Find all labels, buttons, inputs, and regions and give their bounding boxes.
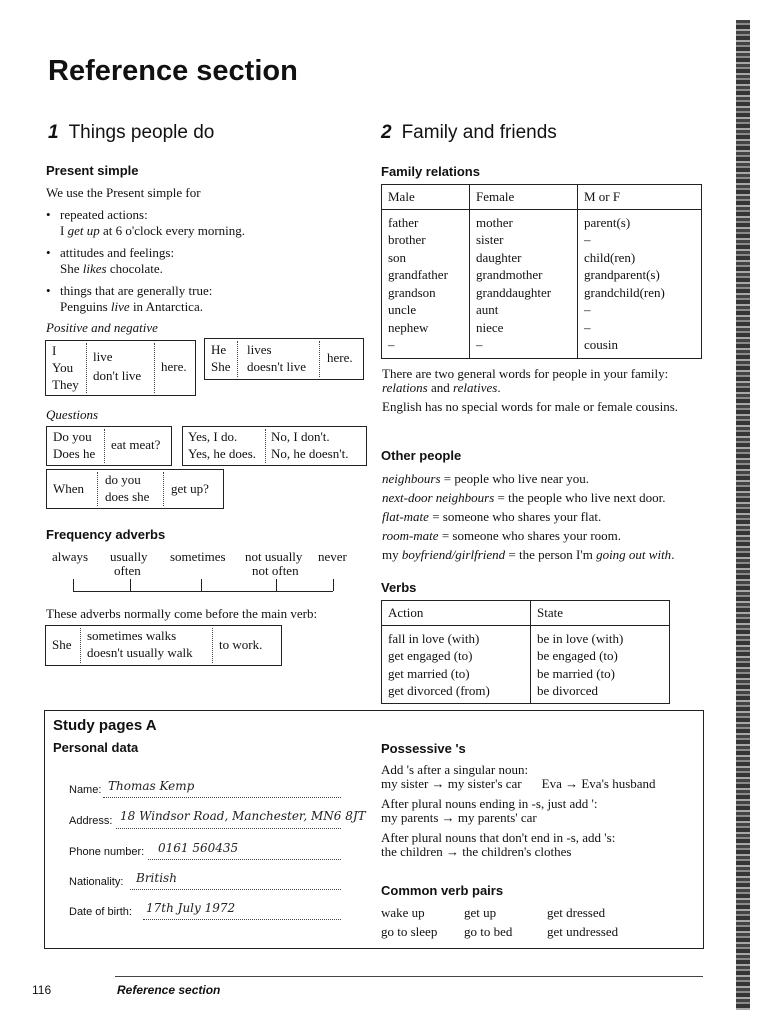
verb: sometimes walks (87, 628, 177, 643)
page-edge-shadow (736, 20, 750, 1010)
table-row: son daughter child(ren) (382, 249, 702, 267)
possessive-line: After plural nouns that don't end in -s, add 's: (381, 830, 616, 845)
present-simple-list (44, 207, 344, 321)
column-header: Male (382, 185, 470, 210)
possessive-line: After plural nouns ending in -s, just add ': (381, 796, 598, 811)
column-header: State (531, 601, 670, 626)
frequency-note: These adverbs normally come before the main verb: (46, 606, 318, 621)
questions-table-3 (46, 469, 224, 509)
frequency-example-table (45, 625, 282, 666)
verb: doesn't live (247, 359, 307, 374)
bullet-line: • repeated actions: (60, 207, 148, 222)
family-note-2: English has no special words for male or female cousins. (382, 399, 679, 414)
aux: does she (105, 489, 150, 504)
page-title: Reference section (48, 55, 298, 87)
bullet-line: • attitudes and feelings: (60, 245, 175, 260)
pos-neg-table-2 (204, 338, 364, 380)
verb: live (93, 349, 113, 364)
personal-data-heading: Personal data (53, 740, 139, 755)
adverb: usually (110, 549, 148, 564)
possessive-line: my sister → my sister's car Eva → Eva's husband (381, 776, 656, 791)
subject: They (52, 377, 79, 392)
table-row: brother sister – (382, 231, 702, 249)
list-item (44, 283, 344, 315)
answer-yes: Yes, he does. (188, 446, 257, 461)
table-row: grandfather grandmother grandparent(s) (382, 266, 702, 284)
list-item (44, 207, 344, 239)
verb: doesn't usually walk (87, 645, 193, 660)
scale-line (73, 591, 333, 592)
footer-rule (115, 976, 703, 977)
other-people-list (382, 469, 712, 564)
table-row: nephew niece – (382, 319, 702, 337)
end-word: here. (161, 359, 187, 374)
study-pages-title: Study pages A (53, 717, 157, 734)
verbs-table (381, 600, 670, 704)
dob-field[interactable]: 17th July 1972 (146, 901, 236, 915)
phone-label: Phone number: (69, 846, 145, 858)
aux: do you (105, 472, 141, 487)
family-relations-heading: Family relations (381, 164, 480, 179)
section-title: Things people do (68, 122, 215, 143)
questions-label: Questions (46, 407, 98, 422)
table-row: fall in love (with) be in love (with) (382, 625, 670, 647)
subject: She (211, 359, 231, 374)
frequency-heading: Frequency adverbs (46, 527, 166, 542)
nationality-label: Nationality: (69, 876, 124, 888)
subject: He (211, 342, 227, 357)
adverb: always (52, 549, 89, 564)
verb-pairs-heading: Common verb pairs (381, 883, 504, 898)
family-note-1: There are two general words for people in your family: relations and relatives. (382, 366, 669, 395)
section-number: 2 (381, 122, 392, 143)
family-relations-table (381, 184, 702, 359)
bullet-example: Penguins live in Antarctica. (60, 299, 203, 314)
column-header: Female (470, 185, 578, 210)
verb-pairs-grid: wake up get up get dressed go to sleep go to bed get undressed (381, 905, 619, 939)
subject: You (52, 360, 74, 375)
footer-label: Reference section (117, 983, 221, 997)
name-field[interactable]: Thomas Kemp (108, 779, 195, 793)
possessive-line: the children → the children's clothes (381, 844, 572, 859)
questions-table-1 (46, 426, 172, 466)
bullet-example: She likes chocolate. (60, 261, 163, 276)
subject: She (52, 637, 72, 652)
adverb: not usually (245, 549, 303, 564)
section-number: 1 (48, 122, 59, 143)
adverb: sometimes (170, 549, 226, 564)
list-item: flat-mate = someone who shares your flat. (382, 509, 602, 524)
bullet-example: I get up at 6 o'clock every morning. (60, 223, 246, 238)
adverb: often (114, 563, 141, 578)
possessive-line: Add 's after a singular noun: (381, 762, 529, 777)
address-field[interactable]: 18 Windsor Road, Manchester, MN6 8JT (120, 809, 366, 823)
aux: Do you (53, 429, 92, 444)
verbs-heading: Verbs (381, 580, 417, 595)
end-word: here. (327, 350, 353, 365)
present-simple-heading: Present simple (46, 163, 139, 178)
answer-no: No, he doesn't. (271, 446, 349, 461)
questions-table-2 (182, 426, 367, 466)
question-rest: eat meat? (111, 437, 161, 452)
pos-neg-table-1 (45, 340, 196, 396)
table-header-row (382, 601, 670, 626)
table-row: – – cousin (382, 336, 702, 358)
end-word: to work. (219, 637, 263, 652)
section-title: Family and friends (401, 122, 557, 143)
adverb: not often (252, 563, 299, 578)
other-people-heading: Other people (381, 448, 462, 463)
list-item: neighbours = people who live near you. (382, 471, 589, 486)
possessive-line: my parents → my parents' car (381, 810, 537, 825)
bullet-line: • things that are generally true: (60, 283, 213, 298)
table-row: father mother parent(s) (382, 209, 702, 231)
possessive-heading: Possessive 's (381, 741, 466, 756)
column-header: M or F (578, 185, 702, 210)
present-simple-intro: We use the Present simple for (46, 185, 201, 200)
verb: lives (247, 342, 272, 357)
wh-word: When (53, 481, 85, 496)
list-item: room-mate = someone who shares your room. (382, 528, 622, 543)
possessive-body (381, 763, 701, 859)
question-rest: get up? (171, 481, 209, 496)
table-row: uncle aunt – (382, 301, 702, 319)
table-header-row (382, 185, 702, 210)
aux: Does he (53, 446, 96, 461)
address-label: Address: (69, 815, 113, 827)
list-item: my boyfriend/girlfriend = the person I'm going out with. (382, 547, 675, 562)
section-2-heading (381, 122, 557, 144)
nationality-field[interactable]: British (136, 871, 177, 885)
table-row: get married (to) be married (to) (382, 665, 670, 683)
section-1-heading (48, 122, 214, 144)
list-item (44, 245, 344, 277)
page-number: 116 (32, 983, 52, 997)
verb: don't live (93, 368, 142, 383)
column-header: Action (382, 601, 531, 626)
frequency-scale (46, 549, 366, 599)
table-row: get engaged (to) be engaged (to) (382, 647, 670, 665)
phone-field[interactable]: 0161 560435 (158, 841, 239, 855)
answer-no: No, I don't. (271, 429, 330, 444)
table-row: get divorced (from) be divorced (382, 682, 670, 703)
list-item: next-door neighbours = the people who live next door. (382, 490, 666, 505)
pos-neg-label: Positive and negative (46, 320, 158, 335)
name-label: Name: (69, 784, 102, 796)
table-row: grandson granddaughter grandchild(ren) (382, 284, 702, 302)
dob-label: Date of birth: (69, 906, 132, 918)
answer-yes: Yes, I do. (188, 429, 238, 444)
subject: I (52, 343, 57, 358)
adverb: never (318, 549, 347, 564)
